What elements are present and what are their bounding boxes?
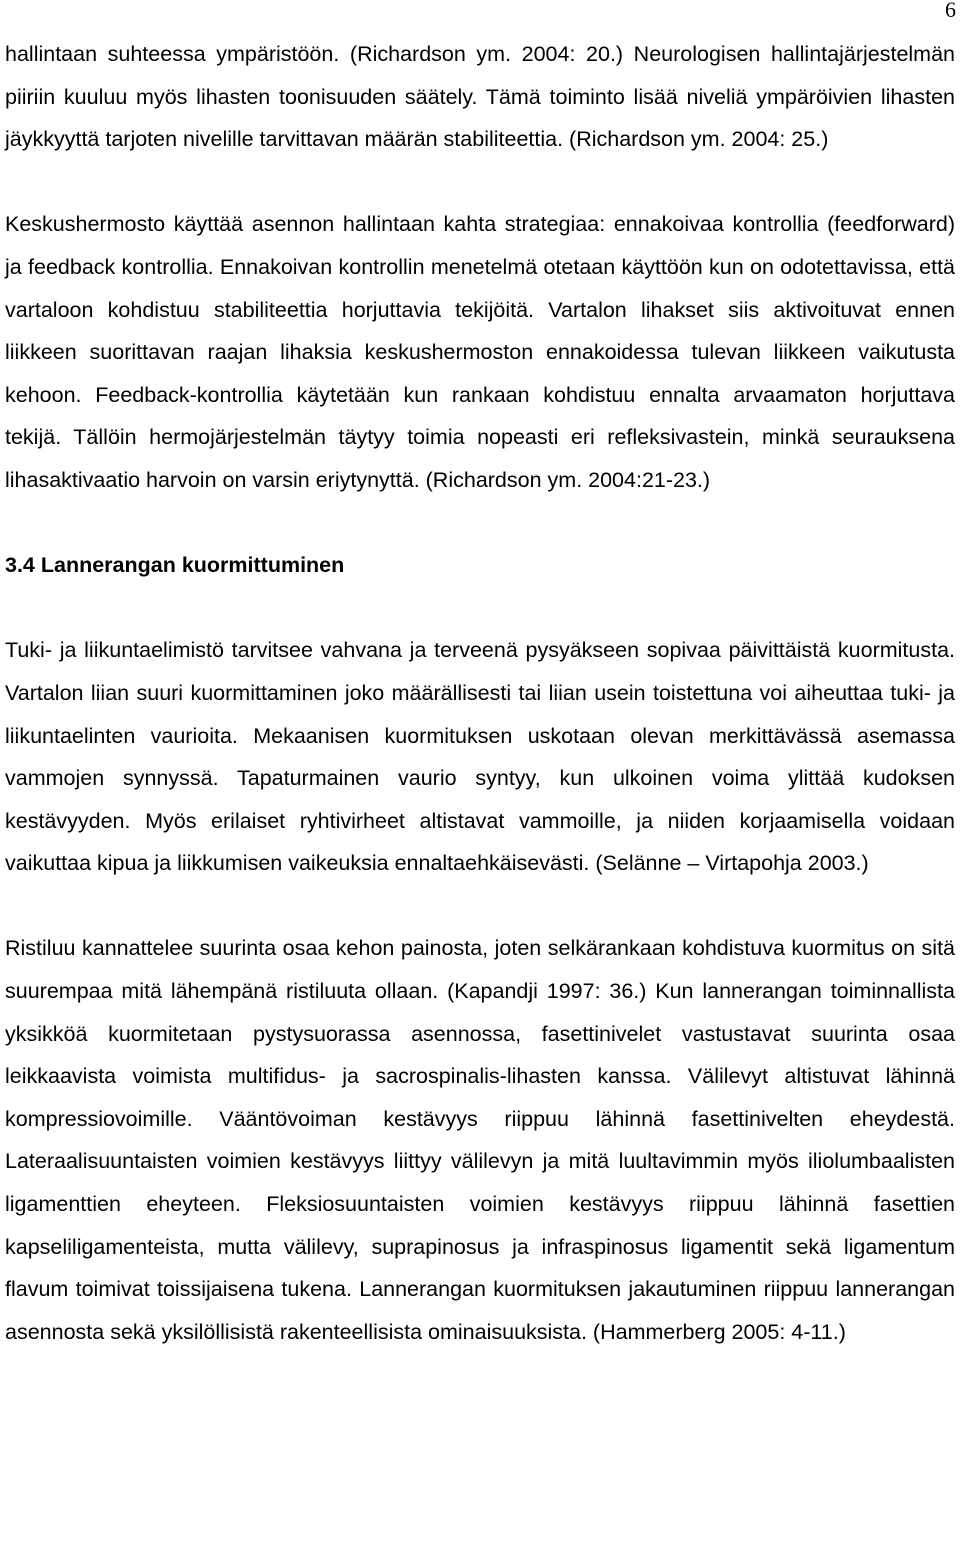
section-heading: 3.4 Lannerangan kuormittuminen bbox=[5, 553, 345, 578]
paragraph-posture-strategies: Keskushermosto käyttää asennon hallintaan kahta strategiaa: ennakoivaa kontrollia (feedforward) ja feedback kontrollia. Ennakoivan kontrollin menetelmä otetaan käyttöön kun on odotettavissa, että vartaloon kohdistuu stabiliteettia horjuttavia tekijöitä. Vartalon lihakset siis aktivoituvat ennen liikkeen suorittavan raajan lihaksia keskushermoston ennakoidessa tulevan liikkeen vaikutusta kehoon. Feedback-kontrollia käytetään kun rankaan kohdistuu ennalta arvaamaton horjuttava tekijä. Tällöin hermojärjestelmän täytyy toimia nopeasti eri refleksivastein, minkä seurauksena lihasaktivaatio harvoin on varsin eriytynyttä. (Richardson ym. 2004:21-23.) bbox=[5, 212, 955, 492]
paragraph-neurological-control: hallintaan suhteessa ympäristöön. (Richardson ym. 2004: 20.) Neurologisen hallintajärjestelmän piiriin kuuluu myös lihasten toonisuuden säätely. Tämä toiminto lisää niveliä ympäröivien lihasten jäykkyyttä tarjoten nivelille tarvittavan määrän stabiliteettia. (Richardson ym. 2004: 25.) bbox=[5, 42, 955, 152]
paragraph-spacer bbox=[5, 587, 955, 630]
paragraph-spacer bbox=[5, 161, 955, 204]
document-body bbox=[5, 33, 955, 1353]
paragraph-lumbar-load: Ristiluu kannattelee suurinta osaa kehon painosta, joten selkärankaan kohdistuva kuormitus on sitä suurempaa mitä lähempänä ristiluuta ollaan. (Kapandji 1997: 36.) Kun lannerangan toiminnallista yksikköä kuormitetaan pystysuorassa asennossa, fasettinivelet vastustavat suurinta osaa leikkaavista voimista multifidus- ja sacrospinalis-lihasten kanssa. Välilevyt altistuvat lähinnä kompressiovoimille. Vääntövoiman kestävyys riippuu lähinnä fasettinivelten eheydestä. Lateraalisuuntaisten voimien kestävyys liittyy välilevyn ja mitä luultavimmin myös iliolumbaalisten ligamenttien eheyteen. Fleksiosuuntaisten voimien kestävyys riippuu lähinnä fasettien kapseliligamenteista, mutta välilevy, suprapinosus ja infraspinosus ligamentit sekä ligamentum flavum toimivat toissijaisena tukena. Lannerangan kuormituksen jakautuminen riippuu lannerangan asennosta sekä yksilöllisistä rakenteellisista ominaisuuksista. (Hammerberg 2005: 4-11.) bbox=[5, 936, 955, 1344]
paragraph-musculoskeletal-load: Tuki- ja liikuntaelimistö tarvitsee vahvana ja terveenä pysyäkseen sopivaa päivittäistä kuormitusta. Vartalon liian suuri kuormittaminen joko määrällisesti tai liian usein toistettuna voi aiheuttaa tuki- ja liikuntaelinten vaurioita. Mekaanisen kuormituksen uskotaan olevan merkittävässä asemassa vammojen synnyssä. Tapaturmainen vaurio syntyy, kun ulkoinen voima ylittää kudoksen kestävyyden. Myös erilaiset ryhtivirheet altistavat vammoille, ja niiden korjaamisella voidaan vaikuttaa kipua ja liikkumisen vaikeuksia ennaltaehkäisevästi. (Selänne – Virtapohja 2003.) bbox=[5, 638, 955, 876]
paragraph-spacer bbox=[5, 502, 955, 545]
paragraph-spacer bbox=[5, 885, 955, 928]
page-number: 6 bbox=[945, 0, 956, 22]
